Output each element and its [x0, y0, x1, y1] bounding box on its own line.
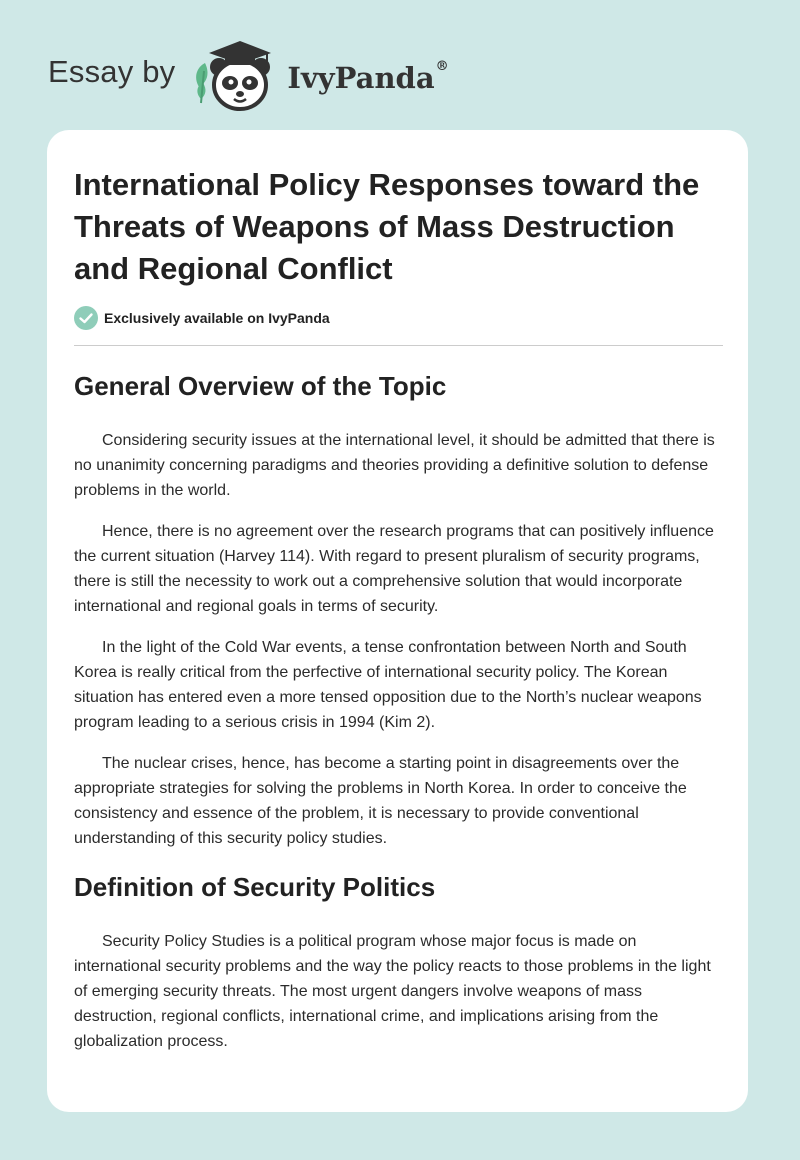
panda-logo-icon[interactable] [191, 37, 281, 113]
registered-mark: ® [435, 59, 449, 74]
site-header [48, 36, 449, 114]
paragraph: Hence, there is no agreement over the research programs that can positively influence the current situation (Harvey 114). With regard to present pluralism of security programs, there is still the necessity to work out a comprehensive solution that would incorporate international and regional goals in terms of security. [74, 523, 714, 615]
exclusive-label: Exclusively available on IvyPanda [104, 310, 330, 326]
essay-title: International Policy Responses toward the Threats of Weapons of Mass Destruction and Regional Conflict [74, 167, 700, 286]
section-heading-definition: Definition of Security Politics [74, 872, 436, 902]
paragraph: Considering security issues at the international level, it should be admitted that there is no unanimity concerning paradigms and theories providing a definitive solution to defense problems in the world. [74, 432, 715, 499]
brand-name[interactable] [287, 61, 448, 95]
section-heading-overview: General Overview of the Topic [74, 371, 447, 401]
brand-label: IvyPanda [287, 61, 435, 95]
check-icon [74, 306, 98, 330]
essay-card [47, 130, 748, 1112]
divider [74, 345, 723, 346]
exclusive-badge [74, 306, 330, 330]
paragraph: Security Policy Studies is a political program whose major focus is made on international security problems and the way the policy reacts to those problems in the light of emerging security threats. The most urgent dangers involve weapons of mass destruction, regional conflicts, international crime, and implications arising from the globalization process. [74, 933, 711, 1050]
paragraph: The nuclear crises, hence, has become a starting point in disagreements over the appropriate strategies for solving the problems in North Korea. In order to conceive the consistency and essence of the problem, it is necessary to provide conventional understanding of this security policy studies. [74, 755, 687, 847]
paragraph: In the light of the Cold War events, a tense confrontation between North and South Korea is really critical from the perfective of international security policy. The Korean situation has entered even a more tensed opposition due to the North’s nuclear weapons program leading to a serious crisis in 1994 (Kim 2). [74, 639, 702, 731]
essay-by-label: Essay by [48, 54, 176, 89]
